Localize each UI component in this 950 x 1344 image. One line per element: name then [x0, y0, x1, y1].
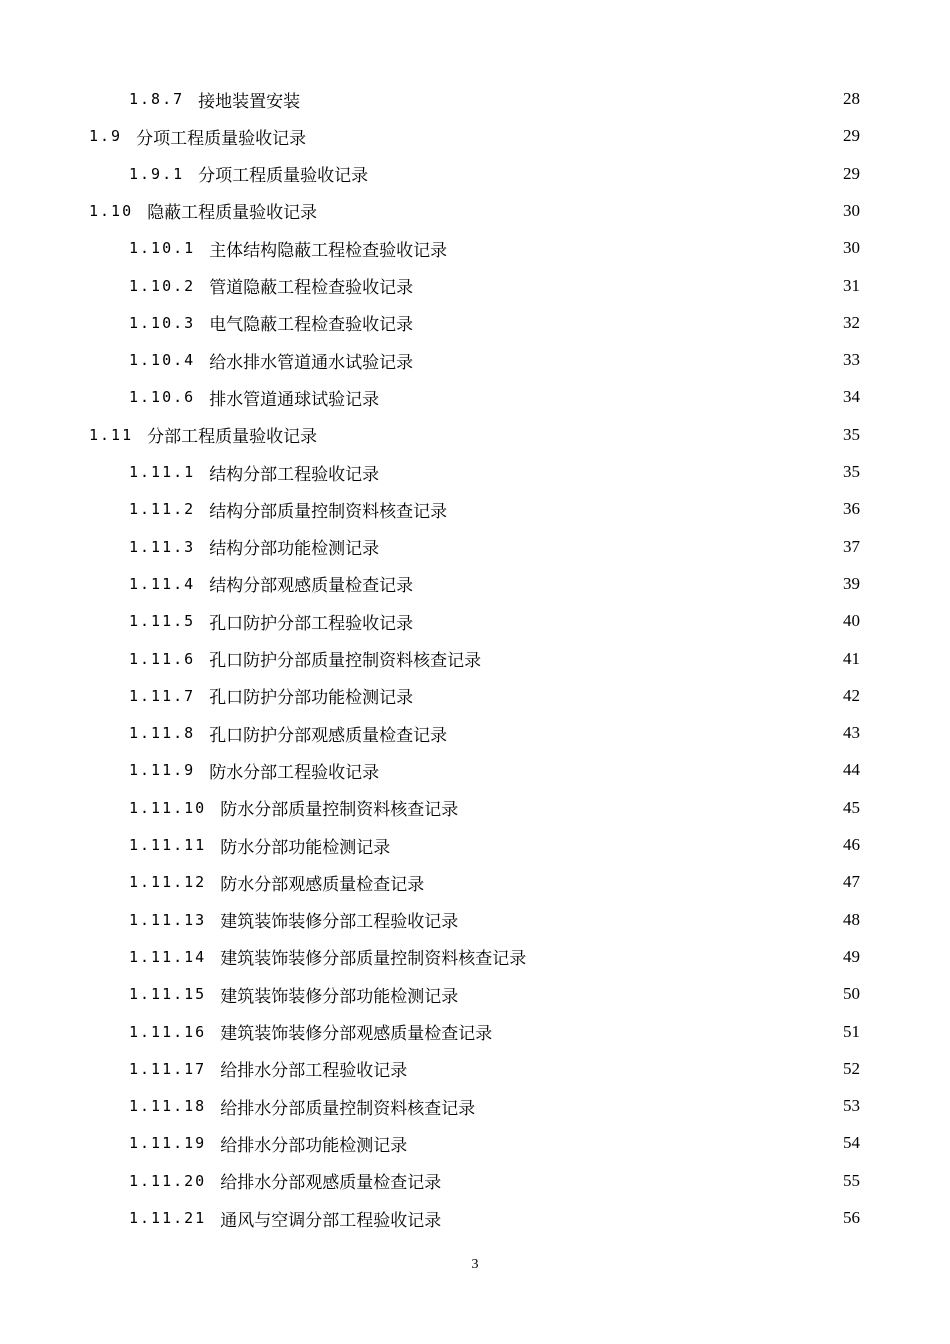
- toc-entry-number: 1.11.3: [129, 537, 196, 556]
- toc-entry-page: 42: [843, 685, 860, 705]
- page-number: 3: [471, 1257, 479, 1272]
- toc-entry-number: 1.11.14: [129, 947, 207, 966]
- toc-entry-number: 1.11.21: [129, 1209, 207, 1227]
- toc-entry-number: 1.11.15: [129, 985, 207, 1004]
- toc-entry[interactable]: [129, 1168, 860, 1194]
- toc-entry[interactable]: [129, 384, 860, 410]
- toc-entry-title: 隐蔽工程质量验收记录: [147, 203, 318, 224]
- toc-entry[interactable]: [129, 981, 860, 1007]
- toc-entry-title: 孔口防护分部工程验收记录: [209, 613, 414, 634]
- toc-dot-leader: [460, 985, 841, 1003]
- toc-entry-title: 给排水分部功能检测记录: [220, 1135, 408, 1156]
- toc-entry-page: 49: [843, 946, 860, 966]
- toc-dot-leader: [415, 351, 841, 369]
- toc-dot-leader: [381, 463, 841, 481]
- toc-entry-number: 1.10.4: [129, 351, 196, 370]
- toc-dot-leader: [370, 165, 841, 183]
- toc-entry[interactable]: [129, 795, 860, 821]
- toc-entry-number: 1.11.4: [129, 574, 196, 593]
- toc-entry-title: 分项工程质量验收记录: [198, 166, 369, 187]
- toc-entry-number: 1.9: [89, 127, 123, 146]
- toc-entry-number: 1.10.2: [129, 276, 196, 295]
- toc-entry[interactable]: [129, 720, 860, 746]
- toc-entry-title: 结构分部功能检测记录: [209, 539, 380, 560]
- toc-entry-page: 40: [843, 611, 860, 631]
- toc-entry-number: 1.11.2: [129, 500, 196, 519]
- toc-entry-title: 建筑装饰装修分部观感质量检查记录: [220, 1024, 493, 1044]
- toc-entry[interactable]: [129, 1019, 860, 1045]
- toc-dot-leader: [409, 1134, 841, 1152]
- toc-entry[interactable]: [89, 422, 860, 448]
- toc-entry-page: 29: [843, 126, 860, 146]
- toc-entry[interactable]: [129, 608, 860, 634]
- toc-entry-title: 分项工程质量验收记录: [136, 128, 307, 149]
- toc-entry[interactable]: [129, 310, 860, 336]
- toc-entry-page: 30: [843, 200, 860, 220]
- toc-entry-page: 50: [843, 984, 860, 1004]
- toc-entry-page: 56: [843, 1208, 860, 1227]
- toc-dot-leader: [381, 761, 841, 779]
- toc-entry-page: 47: [843, 872, 860, 892]
- toc-entry-number: 1.11.16: [129, 1022, 207, 1041]
- toc-entry-page: 52: [843, 1058, 860, 1078]
- toc-entry-page: 43: [843, 723, 860, 743]
- toc-entry[interactable]: [89, 123, 860, 149]
- toc-dot-leader: [415, 687, 841, 705]
- toc-entry[interactable]: [129, 1056, 860, 1082]
- toc-entry-page: 53: [843, 1096, 860, 1116]
- toc-dot-leader: [392, 836, 841, 854]
- toc-entry[interactable]: [129, 683, 860, 709]
- toc-entry[interactable]: [129, 646, 860, 672]
- toc-dot-leader: [319, 202, 841, 220]
- toc-entry-page: 41: [843, 648, 860, 668]
- toc-entry-number: 1.11: [89, 425, 134, 444]
- toc-entry-page: 55: [843, 1170, 860, 1190]
- toc-entry-title: 孔口防护分部功能检测记录: [209, 688, 414, 709]
- toc-entry[interactable]: [129, 832, 860, 858]
- toc-entry-page: 36: [843, 499, 860, 519]
- toc-entry-number: 1.11.18: [129, 1097, 207, 1116]
- toc-dot-leader: [426, 873, 841, 891]
- toc-entry-page: 35: [843, 424, 860, 444]
- toc-entry-page: 31: [843, 275, 860, 295]
- toc-entry-number: 1.9.1: [129, 164, 185, 183]
- toc-entry-number: 1.11.12: [129, 873, 207, 892]
- toc-dot-leader: [460, 799, 841, 817]
- toc-entry[interactable]: [129, 235, 860, 261]
- toc-entry-title: 接地装置安装: [198, 91, 301, 112]
- toc-entry-number: 1.11.8: [129, 724, 196, 743]
- toc-entry[interactable]: [129, 161, 860, 187]
- toc-entry[interactable]: [89, 198, 860, 224]
- toc-entry-title: 电气隐蔽工程检查验收记录: [209, 315, 414, 336]
- toc-entry-page: 37: [843, 536, 860, 556]
- toc-dot-leader: [409, 1060, 841, 1078]
- toc-entry[interactable]: [129, 1093, 860, 1119]
- toc-dot-leader: [381, 388, 841, 406]
- toc-entry-title: 结构分部工程验收记录: [209, 464, 380, 485]
- toc-dot-leader: [308, 127, 841, 145]
- toc-entry-title: 管道隐蔽工程检查验收记录: [209, 278, 414, 298]
- toc-entry-title: 结构分部观感质量检查记录: [209, 576, 414, 597]
- toc-dot-leader: [381, 538, 841, 556]
- toc-entry-title: 给排水分部观感质量检查记录: [220, 1173, 442, 1194]
- toc-entry-page: 30: [843, 238, 860, 258]
- toc-entry-title: 结构分部质量控制资料核查记录: [209, 501, 448, 522]
- toc-entry-title: 排水管道通球试验记录: [209, 389, 380, 410]
- toc-dot-leader: [302, 90, 841, 108]
- toc-entry[interactable]: [129, 459, 860, 485]
- toc-entry-page: 28: [843, 89, 860, 108]
- toc-entry-title: 主体结构隐蔽工程检查验收记录: [209, 240, 448, 261]
- toc-entry-number: 1.11.1: [129, 463, 196, 481]
- toc-entry[interactable]: [129, 496, 860, 522]
- toc-entry-number: 1.10.1: [129, 239, 196, 258]
- toc-entry[interactable]: [129, 571, 860, 597]
- toc-entry-page: 46: [843, 835, 860, 854]
- toc-dot-leader: [483, 650, 841, 668]
- toc-dot-leader: [449, 724, 841, 742]
- toc-entry-page: 39: [843, 573, 860, 593]
- toc-entry-number: 1.11.6: [129, 649, 196, 668]
- toc-dot-leader: [494, 1023, 841, 1041]
- toc-entry-number: 1.10.6: [129, 388, 196, 407]
- toc-dot-leader: [477, 1097, 841, 1115]
- toc-entry-title: 分部工程质量验收记录: [147, 427, 318, 448]
- toc-entry[interactable]: [129, 1130, 860, 1156]
- toc-entry-number: 1.11.5: [129, 612, 196, 631]
- toc-entry-number: 1.11.10: [129, 798, 207, 817]
- toc-entry[interactable]: [129, 86, 860, 112]
- toc-dot-leader: [415, 575, 841, 593]
- toc-entry-number: 1.10: [89, 201, 134, 220]
- toc-entry-page: 48: [843, 909, 860, 929]
- toc-entry-page: 44: [843, 760, 860, 780]
- toc-entry-title: 给水排水管道通水试验记录: [209, 352, 414, 373]
- toc-entry-page: 32: [843, 312, 860, 332]
- toc-entry-title: 孔口防护分部质量控制资料核查记录: [209, 651, 482, 671]
- toc-dot-leader: [460, 911, 841, 929]
- toc-dot-leader: [449, 239, 841, 257]
- toc-dot-leader: [443, 1172, 841, 1190]
- toc-entry[interactable]: [129, 1205, 860, 1231]
- toc-dot-leader: [415, 277, 841, 295]
- toc-entry[interactable]: [129, 534, 860, 560]
- toc-entry-number: 1.8.7: [129, 90, 185, 108]
- toc-entry-number: 1.11.13: [129, 910, 207, 929]
- toc-entry[interactable]: [129, 347, 860, 373]
- toc-entry-title: 防水分部工程验收记录: [209, 762, 380, 783]
- toc-entry[interactable]: [129, 907, 860, 933]
- toc-entry-page: 34: [843, 387, 860, 407]
- toc-entry-page: 29: [843, 163, 860, 183]
- toc-entry-page: 54: [843, 1133, 860, 1153]
- toc-entry[interactable]: [129, 757, 860, 783]
- toc-entry-title: 给排水分部质量控制资料核查记录: [220, 1098, 476, 1119]
- toc-dot-leader: [415, 612, 841, 630]
- toc-dot-leader: [443, 1209, 841, 1227]
- toc-entry-page: 35: [843, 462, 860, 481]
- toc-entry-title: 防水分部质量控制资料核查记录: [220, 800, 459, 821]
- toc-entry-title: 孔口防护分部观感质量检查记录: [209, 725, 448, 746]
- toc-entry-number: 1.11.19: [129, 1134, 207, 1153]
- toc-entry-number: 1.11.11: [129, 836, 207, 854]
- toc-entry-number: 1.11.7: [129, 686, 196, 705]
- toc-entry-title: 给排水分部工程验收记录: [220, 1061, 408, 1082]
- toc-entry-page: 45: [843, 797, 860, 817]
- toc-entry-title: 建筑装饰装修分部工程验收记录: [220, 912, 459, 933]
- toc-entry-title: 防水分部观感质量检查记录: [220, 874, 425, 895]
- toc-entry-number: 1.11.9: [129, 761, 196, 780]
- toc-dot-leader: [449, 500, 841, 518]
- toc-entry-number: 1.11.17: [129, 1059, 207, 1078]
- toc-entry[interactable]: [129, 944, 860, 970]
- toc-entry-title: 建筑装饰装修分部功能检测记录: [220, 986, 459, 1007]
- toc-entry-page: 33: [843, 350, 860, 370]
- toc-entry-page: 51: [843, 1021, 860, 1041]
- toc-entry-title: 防水分部功能检测记录: [220, 837, 391, 858]
- toc-entry[interactable]: [129, 869, 860, 895]
- toc-entry-number: 1.11.20: [129, 1171, 207, 1190]
- toc-dot-leader: [528, 948, 841, 966]
- toc-entry-number: 1.10.3: [129, 313, 196, 332]
- toc-entry[interactable]: [129, 273, 860, 299]
- toc-entry-title: 通风与空调分部工程验收记录: [220, 1210, 442, 1231]
- toc-dot-leader: [319, 426, 841, 444]
- toc-dot-leader: [415, 314, 841, 332]
- toc-entry-title: 建筑装饰装修分部质量控制资料核查记录: [220, 949, 527, 970]
